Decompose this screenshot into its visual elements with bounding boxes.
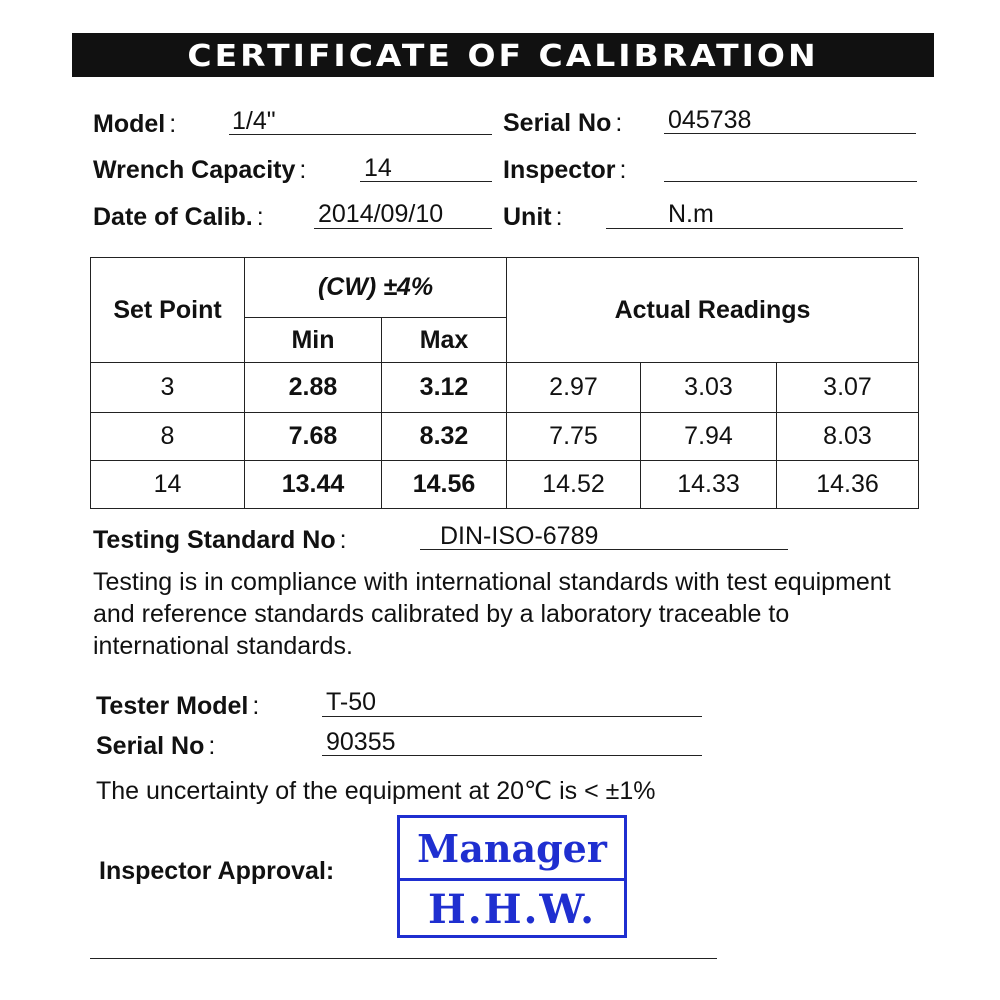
date-of-calib-value: 2014/09/10 <box>318 200 444 228</box>
inspector-approval-label: Inspector Approval: <box>99 857 335 885</box>
stamp-initials: H.H.W. <box>427 886 597 933</box>
calibration-table <box>90 257 919 509</box>
model-value: 1/4" <box>232 107 276 135</box>
min-cell: 2.88 <box>245 363 382 413</box>
wrench-capacity-label: Wrench Capacity : <box>93 156 307 184</box>
inspector-label: Inspector : <box>503 156 627 184</box>
unit-line <box>606 200 903 229</box>
min-cell: 7.68 <box>245 413 382 461</box>
set-point-cell: 14 <box>91 461 245 509</box>
tester-model-value: T-50 <box>326 688 377 716</box>
manager-stamp <box>397 815 627 938</box>
max-header: Max <box>382 318 507 363</box>
testing-standard-value: DIN-ISO-6789 <box>440 522 599 550</box>
set-point-header: Set Point <box>91 258 245 363</box>
unit-value: N.m <box>668 200 714 228</box>
reading-cell: 2.97 <box>507 363 641 413</box>
serial-no-value: 045738 <box>668 106 752 134</box>
wrench-capacity-value: 14 <box>364 154 392 182</box>
reading-cell: 8.03 <box>777 413 919 461</box>
min-header: Min <box>245 318 382 363</box>
inspector-line <box>664 153 917 182</box>
unit-label: Unit : <box>503 203 563 231</box>
signature-line <box>90 958 717 959</box>
tester-serial-value: 90355 <box>326 728 396 756</box>
set-point-cell: 3 <box>91 363 245 413</box>
reading-cell: 3.07 <box>777 363 919 413</box>
set-point-cell: 8 <box>91 413 245 461</box>
table-row <box>91 413 919 461</box>
reading-cell: 7.94 <box>641 413 777 461</box>
testing-standard-label: Testing Standard No : <box>93 526 347 554</box>
reading-cell: 14.36 <box>777 461 919 509</box>
stamp-title: Manager <box>400 818 624 881</box>
compliance-text: Testing is in compliance with international standards with test equipment and reference standards calibrated by a laboratory traceable to international standards. <box>93 568 891 660</box>
uncertainty-text: The uncertainty of the equipment at 20℃ is < ±1% <box>96 777 656 805</box>
title-banner <box>72 33 934 77</box>
reading-cell: 7.75 <box>507 413 641 461</box>
tester-model-line <box>322 688 702 717</box>
reading-cell: 14.33 <box>641 461 777 509</box>
reading-cell: 14.52 <box>507 461 641 509</box>
tolerance-header: (CW) ±4% <box>245 258 507 318</box>
tester-serial-label: Serial No : <box>96 732 216 760</box>
table-row <box>91 461 919 509</box>
max-cell: 8.32 <box>382 413 507 461</box>
model-label: Model : <box>93 110 177 138</box>
table-row <box>91 363 919 413</box>
date-of-calib-label: Date of Calib. : <box>93 203 264 231</box>
actual-readings-header: Actual Readings <box>507 258 919 363</box>
min-cell: 13.44 <box>245 461 382 509</box>
page-title: CERTIFICATE OF CALIBRATION <box>187 37 819 73</box>
max-cell: 3.12 <box>382 363 507 413</box>
reading-cell: 3.03 <box>641 363 777 413</box>
max-cell: 14.56 <box>382 461 507 509</box>
tester-model-label: Tester Model : <box>96 692 260 720</box>
serial-no-label: Serial No : <box>503 109 623 137</box>
